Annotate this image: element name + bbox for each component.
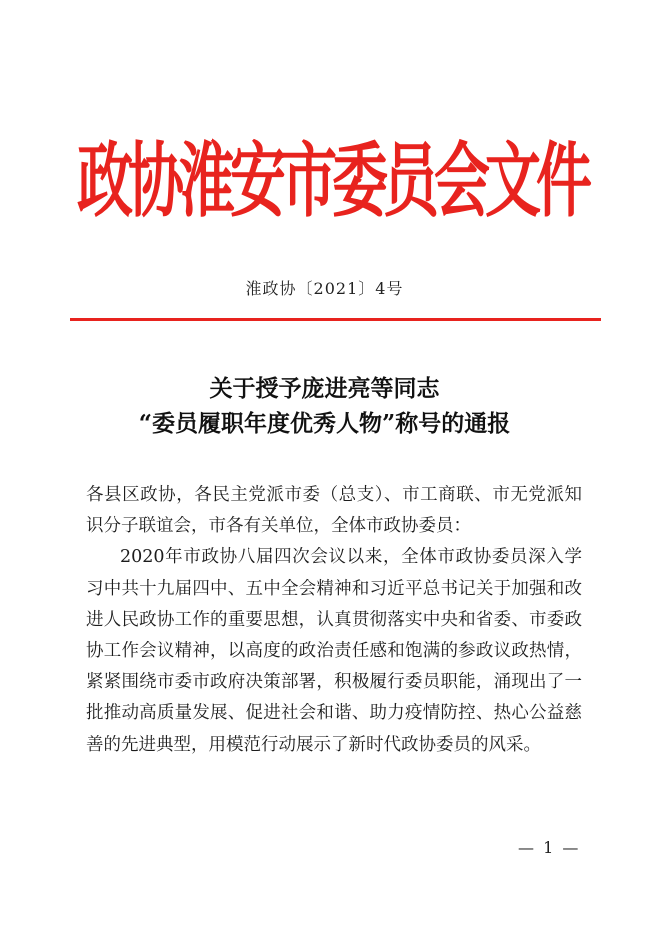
salutation: 各县区政协，各民主党派市委（总支）、市工商联、市无党派知识分子联谊会，市各有关单位，全体市政协委员：: [86, 485, 582, 537]
document-number: 淮政协〔2021〕4号: [245, 279, 404, 298]
masthead-title: 政协淮安市委员会文件: [77, 133, 587, 230]
notice-title: [0, 371, 649, 441]
body-paragraph-1: 2020年市政协八届四次会议以来，全体市政协委员深入学习中共十九届四中、五中全会精神和习近平总书记关于加强和改进人民政协工作的重要思想，认真贯彻落实中央和省委、市委政协工作会议精神，以高度的政治责任感和饱满的参政议政热情，紧紧围绕市委市政府决策部署，积极履行委员职能，涌现出了一批推动高质量发展、促进社会和谐、助力疫情防控、热心公益慈善的先进典型，用模范行动展示了新时代政协委员的风采。: [86, 547, 582, 755]
notice-title-line-2: “委员履职年度优秀人物”称号的通报: [138, 410, 511, 437]
notice-body: [86, 480, 582, 761]
page-number: — 1 —: [518, 838, 581, 857]
notice-title-line-1: 关于授予庞进亮等同志: [209, 375, 440, 402]
red-divider: [70, 318, 601, 321]
